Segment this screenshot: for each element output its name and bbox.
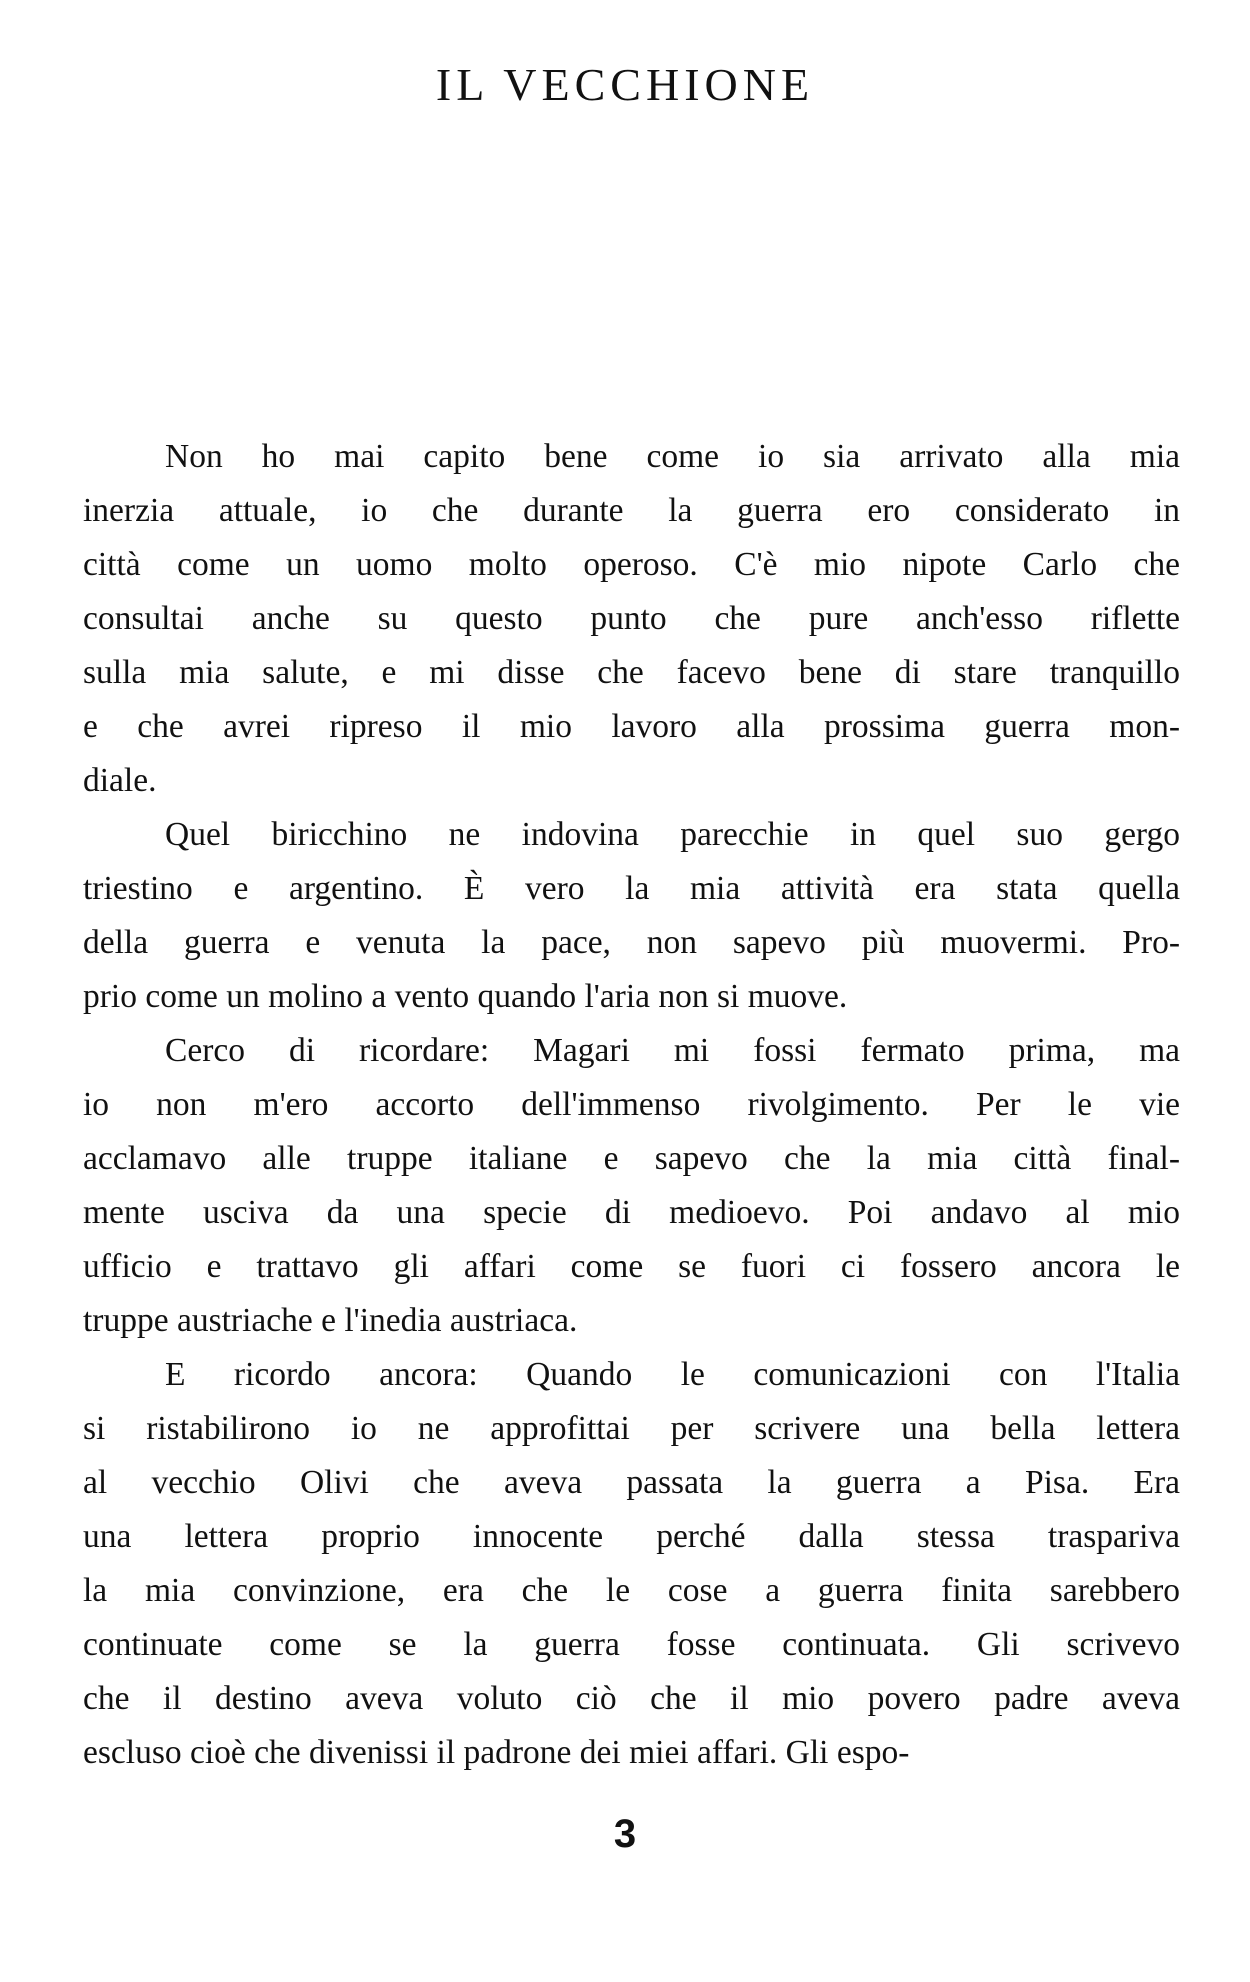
- paragraph: [83, 1348, 1180, 1780]
- text-line: E ricordo ancora: Quando le comunicazioni con l'Italia: [165, 1356, 1180, 1393]
- text-line: mente usciva da una specie di medioevo. Poi andavo al mio: [83, 1194, 1180, 1231]
- text-line: una lettera proprio innocente perché dalla stessa traspariva: [83, 1518, 1180, 1555]
- text-line: consultai anche su questo punto che pure anch'esso riflette: [83, 600, 1180, 637]
- text-line: Non ho mai capito bene come io sia arrivato alla mia: [165, 438, 1180, 475]
- chapter-title: IL VECCHIONE: [435, 59, 815, 110]
- paragraph: [83, 808, 1180, 1024]
- text-line: sulla mia salute, e mi disse che facevo bene di stare tranquillo: [83, 654, 1180, 691]
- text-line: si ristabilirono io ne approfittai per scrivere una bella lettera: [83, 1410, 1180, 1447]
- text-line: Quel biricchino ne indovina parecchie in quel suo gergo: [165, 816, 1180, 853]
- text-line: città come un uomo molto operoso. C'è mio nipote Carlo che: [83, 546, 1180, 583]
- paragraph: [83, 430, 1180, 808]
- text-line: che il destino aveva voluto ciò che il mio povero padre aveva: [83, 1680, 1180, 1717]
- text-line: al vecchio Olivi che aveva passata la guerra a Pisa. Era: [83, 1464, 1180, 1501]
- text-line: ufficio e trattavo gli affari come se fuori ci fossero ancora le: [83, 1248, 1180, 1285]
- text-line: e che avrei ripreso il mio lavoro alla prossima guerra mon-: [83, 708, 1180, 745]
- text-line: acclamavo alle truppe italiane e sapevo che la mia città final-: [83, 1140, 1180, 1177]
- text-line: la mia convinzione, era che le cose a guerra finita sarebbero: [83, 1572, 1180, 1609]
- text-line: continuate come se la guerra fosse continuata. Gli scrivevo: [83, 1626, 1180, 1663]
- text-line: escluso cioè che divenissi il padrone dei miei affari. Gli espo-: [83, 1734, 910, 1771]
- body-text: [83, 430, 1180, 1780]
- text-line: della guerra e venuta la pace, non sapevo più muovermi. Pro-: [83, 924, 1180, 961]
- text-line: triestino e argentino. È vero la mia attività era stata quella: [83, 870, 1180, 907]
- text-line: diale.: [83, 762, 157, 799]
- text-line: prio come un molino a vento quando l'aria non si muove.: [83, 978, 848, 1015]
- page-number: 3: [613, 1812, 637, 1856]
- text-line: io non m'ero accorto dell'immenso rivolgimento. Per le vie: [83, 1086, 1180, 1123]
- text-line: truppe austriache e l'inedia austriaca.: [83, 1302, 578, 1339]
- text-line: Cerco di ricordare: Magari mi fossi fermato prima, ma: [165, 1032, 1180, 1069]
- paragraph: [83, 1024, 1180, 1348]
- text-line: inerzia attuale, io che durante la guerra ero considerato in: [83, 492, 1180, 529]
